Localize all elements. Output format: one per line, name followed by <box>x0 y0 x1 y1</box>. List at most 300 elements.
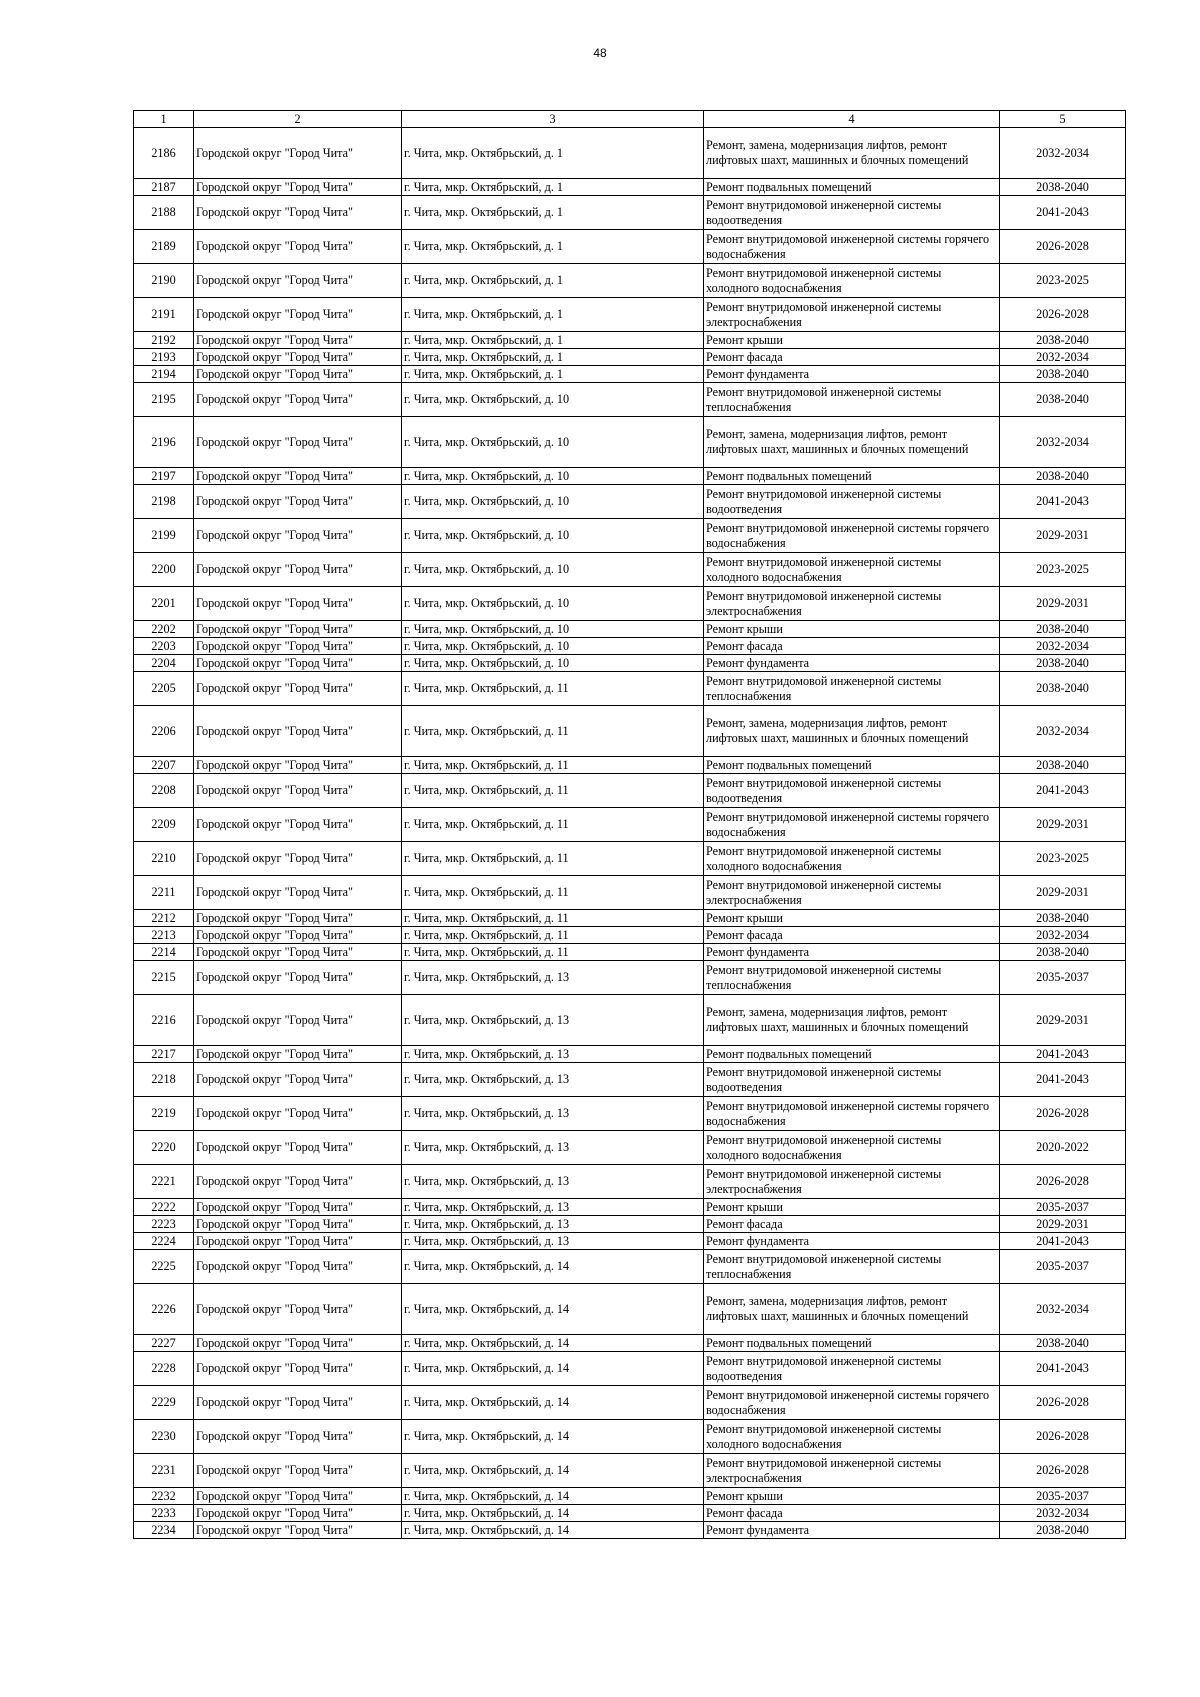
district-cell: Городской округ "Город Чита" <box>194 1097 402 1131</box>
district-cell: Городской округ "Город Чита" <box>194 1284 402 1335</box>
table-row <box>134 417 1126 468</box>
work-type-cell: Ремонт внутридомовой инженерной системы теплоснабжения <box>704 383 1000 417</box>
table-row <box>134 1046 1126 1063</box>
period-cell: 2038-2040 <box>1000 366 1126 383</box>
work-type-cell: Ремонт крыши <box>704 332 1000 349</box>
work-type-cell: Ремонт фасада <box>704 1216 1000 1233</box>
row-number-cell: 2233 <box>134 1505 194 1522</box>
table-body <box>134 128 1126 1539</box>
district-cell: Городской округ "Город Чита" <box>194 1335 402 1352</box>
address-cell: г. Чита, мкр. Октябрьский, д. 14 <box>402 1352 704 1386</box>
period-cell: 2038-2040 <box>1000 910 1126 927</box>
address-cell: г. Чита, мкр. Октябрьский, д. 1 <box>402 366 704 383</box>
address-cell: г. Чита, мкр. Октябрьский, д. 11 <box>402 672 704 706</box>
address-cell: г. Чита, мкр. Октябрьский, д. 14 <box>402 1522 704 1539</box>
district-cell: Городской округ "Город Чита" <box>194 808 402 842</box>
work-type-cell: Ремонт подвальных помещений <box>704 468 1000 485</box>
table-row <box>134 1063 1126 1097</box>
work-type-cell: Ремонт фундамента <box>704 944 1000 961</box>
table-row <box>134 179 1126 196</box>
table-row <box>134 706 1126 757</box>
row-number-cell: 2208 <box>134 774 194 808</box>
district-cell: Городской округ "Город Чита" <box>194 349 402 366</box>
district-cell: Городской округ "Город Чита" <box>194 1420 402 1454</box>
row-number-cell: 2227 <box>134 1335 194 1352</box>
table-row <box>134 944 1126 961</box>
row-number-cell: 2195 <box>134 383 194 417</box>
row-number-cell: 2206 <box>134 706 194 757</box>
work-type-cell: Ремонт подвальных помещений <box>704 1335 1000 1352</box>
address-cell: г. Чита, мкр. Октябрьский, д. 1 <box>402 298 704 332</box>
table-row <box>134 332 1126 349</box>
period-cell: 2029-2031 <box>1000 519 1126 553</box>
period-cell: 2029-2031 <box>1000 587 1126 621</box>
table-row <box>134 553 1126 587</box>
work-type-cell: Ремонт фасада <box>704 349 1000 366</box>
table-row <box>134 757 1126 774</box>
table-row <box>134 842 1126 876</box>
period-cell: 2041-2043 <box>1000 1233 1126 1250</box>
row-number-cell: 2221 <box>134 1165 194 1199</box>
address-cell: г. Чита, мкр. Октябрьский, д. 1 <box>402 349 704 366</box>
column-header: 3 <box>402 111 704 128</box>
district-cell: Городской округ "Город Чита" <box>194 332 402 349</box>
row-number-cell: 2189 <box>134 230 194 264</box>
row-number-cell: 2192 <box>134 332 194 349</box>
district-cell: Городской округ "Город Чита" <box>194 944 402 961</box>
address-cell: г. Чита, мкр. Октябрьский, д. 10 <box>402 553 704 587</box>
row-number-cell: 2190 <box>134 264 194 298</box>
column-header: 4 <box>704 111 1000 128</box>
row-number-cell: 2194 <box>134 366 194 383</box>
table-row <box>134 1250 1126 1284</box>
work-type-cell: Ремонт крыши <box>704 1488 1000 1505</box>
row-number-cell: 2191 <box>134 298 194 332</box>
period-cell: 2032-2034 <box>1000 927 1126 944</box>
row-number-cell: 2218 <box>134 1063 194 1097</box>
row-number-cell: 2196 <box>134 417 194 468</box>
address-cell: г. Чита, мкр. Октябрьский, д. 13 <box>402 1131 704 1165</box>
table-row <box>134 366 1126 383</box>
work-type-cell: Ремонт внутридомовой инженерной системы холодного водоснабжения <box>704 553 1000 587</box>
address-cell: г. Чита, мкр. Октябрьский, д. 11 <box>402 876 704 910</box>
district-cell: Городской округ "Город Чита" <box>194 1454 402 1488</box>
row-number-cell: 2232 <box>134 1488 194 1505</box>
period-cell: 2026-2028 <box>1000 230 1126 264</box>
table-row <box>134 774 1126 808</box>
address-cell: г. Чита, мкр. Октябрьский, д. 10 <box>402 655 704 672</box>
period-cell: 2038-2040 <box>1000 383 1126 417</box>
period-cell: 2041-2043 <box>1000 1063 1126 1097</box>
address-cell: г. Чита, мкр. Октябрьский, д. 11 <box>402 927 704 944</box>
work-type-cell: Ремонт внутридомовой инженерной системы горячего водоснабжения <box>704 1386 1000 1420</box>
work-type-cell: Ремонт внутридомовой инженерной системы электроснабжения <box>704 1454 1000 1488</box>
work-type-cell: Ремонт фасада <box>704 1505 1000 1522</box>
work-type-cell: Ремонт внутридомовой инженерной системы горячего водоснабжения <box>704 230 1000 264</box>
work-type-cell: Ремонт, замена, модернизация лифтов, ремонт лифтовых шахт, машинных и блочных помещений <box>704 706 1000 757</box>
address-cell: г. Чита, мкр. Октябрьский, д. 10 <box>402 417 704 468</box>
work-type-cell: Ремонт подвальных помещений <box>704 179 1000 196</box>
address-cell: г. Чита, мкр. Октябрьский, д. 10 <box>402 519 704 553</box>
row-number-cell: 2214 <box>134 944 194 961</box>
row-number-cell: 2211 <box>134 876 194 910</box>
table-row <box>134 1352 1126 1386</box>
period-cell: 2020-2022 <box>1000 1131 1126 1165</box>
table-row <box>134 383 1126 417</box>
district-cell: Городской округ "Город Чита" <box>194 196 402 230</box>
table-row <box>134 128 1126 179</box>
period-cell: 2023-2025 <box>1000 842 1126 876</box>
address-cell: г. Чита, мкр. Октябрьский, д. 14 <box>402 1488 704 1505</box>
period-cell: 2038-2040 <box>1000 1335 1126 1352</box>
work-type-cell: Ремонт внутридомовой инженерной системы электроснабжения <box>704 587 1000 621</box>
district-cell: Городской округ "Город Чита" <box>194 553 402 587</box>
table-row <box>134 264 1126 298</box>
period-cell: 2026-2028 <box>1000 1097 1126 1131</box>
district-cell: Городской округ "Город Чита" <box>194 298 402 332</box>
table-row <box>134 519 1126 553</box>
work-type-cell: Ремонт фундамента <box>704 1233 1000 1250</box>
row-number-cell: 2220 <box>134 1131 194 1165</box>
period-cell: 2023-2025 <box>1000 264 1126 298</box>
row-number-cell: 2187 <box>134 179 194 196</box>
district-cell: Городской округ "Город Чита" <box>194 1522 402 1539</box>
row-number-cell: 2222 <box>134 1199 194 1216</box>
table-row <box>134 1233 1126 1250</box>
table-row <box>134 961 1126 995</box>
address-cell: г. Чита, мкр. Октябрьский, д. 14 <box>402 1250 704 1284</box>
address-cell: г. Чита, мкр. Октябрьский, д. 13 <box>402 1233 704 1250</box>
table-row <box>134 1505 1126 1522</box>
period-cell: 2041-2043 <box>1000 196 1126 230</box>
row-number-cell: 2203 <box>134 638 194 655</box>
address-cell: г. Чита, мкр. Октябрьский, д. 13 <box>402 1063 704 1097</box>
table-row <box>134 349 1126 366</box>
row-number-cell: 2224 <box>134 1233 194 1250</box>
district-cell: Городской округ "Город Чита" <box>194 383 402 417</box>
row-number-cell: 2229 <box>134 1386 194 1420</box>
table-row <box>134 468 1126 485</box>
period-cell: 2038-2040 <box>1000 468 1126 485</box>
address-cell: г. Чита, мкр. Октябрьский, д. 10 <box>402 638 704 655</box>
work-type-cell: Ремонт крыши <box>704 910 1000 927</box>
period-cell: 2029-2031 <box>1000 876 1126 910</box>
table-row <box>134 1335 1126 1352</box>
address-cell: г. Чита, мкр. Октябрьский, д. 11 <box>402 808 704 842</box>
work-type-cell: Ремонт крыши <box>704 621 1000 638</box>
period-cell: 2029-2031 <box>1000 1216 1126 1233</box>
row-number-cell: 2205 <box>134 672 194 706</box>
period-cell: 2038-2040 <box>1000 757 1126 774</box>
work-type-cell: Ремонт внутридомовой инженерной системы горячего водоснабжения <box>704 1097 1000 1131</box>
row-number-cell: 2197 <box>134 468 194 485</box>
column-header: 2 <box>194 111 402 128</box>
row-number-cell: 2188 <box>134 196 194 230</box>
work-type-cell: Ремонт фасада <box>704 927 1000 944</box>
district-cell: Городской округ "Город Чита" <box>194 1046 402 1063</box>
page-number: 48 <box>593 46 607 60</box>
district-cell: Городской округ "Город Чита" <box>194 1063 402 1097</box>
district-cell: Городской округ "Город Чита" <box>194 638 402 655</box>
district-cell: Городской округ "Город Чита" <box>194 621 402 638</box>
work-type-cell: Ремонт внутридомовой инженерной системы водоотведения <box>704 196 1000 230</box>
row-number-cell: 2231 <box>134 1454 194 1488</box>
period-cell: 2032-2034 <box>1000 1505 1126 1522</box>
period-cell: 2038-2040 <box>1000 672 1126 706</box>
district-cell: Городской округ "Город Чита" <box>194 366 402 383</box>
district-cell: Городской округ "Город Чита" <box>194 876 402 910</box>
period-cell: 2038-2040 <box>1000 332 1126 349</box>
district-cell: Городской округ "Город Чита" <box>194 468 402 485</box>
district-cell: Городской округ "Город Чита" <box>194 1131 402 1165</box>
district-cell: Городской округ "Город Чита" <box>194 706 402 757</box>
district-cell: Городской округ "Город Чита" <box>194 1233 402 1250</box>
work-type-cell: Ремонт подвальных помещений <box>704 1046 1000 1063</box>
district-cell: Городской округ "Город Чита" <box>194 264 402 298</box>
row-number-cell: 2215 <box>134 961 194 995</box>
work-type-cell: Ремонт внутридомовой инженерной системы холодного водоснабжения <box>704 264 1000 298</box>
work-type-cell: Ремонт фундамента <box>704 655 1000 672</box>
table-row <box>134 1522 1126 1539</box>
district-cell: Городской округ "Город Чита" <box>194 417 402 468</box>
period-cell: 2041-2043 <box>1000 485 1126 519</box>
table-row <box>134 1216 1126 1233</box>
work-type-cell: Ремонт внутридомовой инженерной системы теплоснабжения <box>704 961 1000 995</box>
address-cell: г. Чита, мкр. Октябрьский, д. 11 <box>402 910 704 927</box>
address-cell: г. Чита, мкр. Октябрьский, д. 10 <box>402 468 704 485</box>
table-row <box>134 587 1126 621</box>
address-cell: г. Чита, мкр. Октябрьский, д. 13 <box>402 961 704 995</box>
district-cell: Городской округ "Город Чита" <box>194 587 402 621</box>
work-type-cell: Ремонт внутридомовой инженерной системы горячего водоснабжения <box>704 519 1000 553</box>
repair-schedule-table <box>133 110 1126 1539</box>
address-cell: г. Чита, мкр. Октябрьский, д. 14 <box>402 1420 704 1454</box>
table-row <box>134 876 1126 910</box>
district-cell: Городской округ "Город Чита" <box>194 1250 402 1284</box>
address-cell: г. Чита, мкр. Октябрьский, д. 10 <box>402 383 704 417</box>
work-type-cell: Ремонт, замена, модернизация лифтов, ремонт лифтовых шахт, машинных и блочных помещений <box>704 1284 1000 1335</box>
table-row <box>134 995 1126 1046</box>
work-type-cell: Ремонт крыши <box>704 1199 1000 1216</box>
row-number-cell: 2198 <box>134 485 194 519</box>
row-number-cell: 2225 <box>134 1250 194 1284</box>
work-type-cell: Ремонт, замена, модернизация лифтов, ремонт лифтовых шахт, машинных и блочных помещений <box>704 417 1000 468</box>
table-row <box>134 1097 1126 1131</box>
work-type-cell: Ремонт внутридомовой инженерной системы холодного водоснабжения <box>704 1131 1000 1165</box>
period-cell: 2038-2040 <box>1000 621 1126 638</box>
period-cell: 2032-2034 <box>1000 638 1126 655</box>
district-cell: Городской округ "Город Чита" <box>194 1386 402 1420</box>
period-cell: 2026-2028 <box>1000 1420 1126 1454</box>
district-cell: Городской округ "Город Чита" <box>194 961 402 995</box>
district-cell: Городской округ "Город Чита" <box>194 230 402 264</box>
period-cell: 2035-2037 <box>1000 1250 1126 1284</box>
address-cell: г. Чита, мкр. Октябрьский, д. 11 <box>402 842 704 876</box>
district-cell: Городской округ "Город Чита" <box>194 655 402 672</box>
period-cell: 2029-2031 <box>1000 995 1126 1046</box>
row-number-cell: 2201 <box>134 587 194 621</box>
address-cell: г. Чита, мкр. Октябрьский, д. 13 <box>402 1165 704 1199</box>
address-cell: г. Чита, мкр. Октябрьский, д. 13 <box>402 1046 704 1063</box>
period-cell: 2041-2043 <box>1000 1352 1126 1386</box>
address-cell: г. Чита, мкр. Октябрьский, д. 1 <box>402 332 704 349</box>
row-number-cell: 2204 <box>134 655 194 672</box>
address-cell: г. Чита, мкр. Октябрьский, д. 14 <box>402 1284 704 1335</box>
period-cell: 2038-2040 <box>1000 1522 1126 1539</box>
row-number-cell: 2200 <box>134 553 194 587</box>
period-cell: 2026-2028 <box>1000 1165 1126 1199</box>
district-cell: Городской округ "Город Чита" <box>194 842 402 876</box>
work-type-cell: Ремонт, замена, модернизация лифтов, ремонт лифтовых шахт, машинных и блочных помещений <box>704 995 1000 1046</box>
period-cell: 2038-2040 <box>1000 655 1126 672</box>
row-number-cell: 2212 <box>134 910 194 927</box>
period-cell: 2026-2028 <box>1000 1454 1126 1488</box>
address-cell: г. Чита, мкр. Октябрьский, д. 13 <box>402 995 704 1046</box>
work-type-cell: Ремонт внутридомовой инженерной системы горячего водоснабжения <box>704 808 1000 842</box>
work-type-cell: Ремонт внутридомовой инженерной системы электроснабжения <box>704 1165 1000 1199</box>
column-header: 5 <box>1000 111 1126 128</box>
work-type-cell: Ремонт фасада <box>704 638 1000 655</box>
table-row <box>134 1131 1126 1165</box>
period-cell: 2032-2034 <box>1000 349 1126 366</box>
district-cell: Городской округ "Город Чита" <box>194 128 402 179</box>
table-row <box>134 1454 1126 1488</box>
work-type-cell: Ремонт внутридомовой инженерной системы холодного водоснабжения <box>704 1420 1000 1454</box>
address-cell: г. Чита, мкр. Октябрьский, д. 11 <box>402 706 704 757</box>
period-cell: 2041-2043 <box>1000 774 1126 808</box>
work-type-cell: Ремонт внутридомовой инженерной системы водоотведения <box>704 1352 1000 1386</box>
district-cell: Городской округ "Город Чита" <box>194 927 402 944</box>
work-type-cell: Ремонт внутридомовой инженерной системы водоотведения <box>704 774 1000 808</box>
table-row <box>134 1488 1126 1505</box>
table-row <box>134 655 1126 672</box>
district-cell: Городской округ "Город Чита" <box>194 1216 402 1233</box>
work-type-cell: Ремонт внутридомовой инженерной системы водоотведения <box>704 485 1000 519</box>
row-number-cell: 2202 <box>134 621 194 638</box>
work-type-cell: Ремонт внутридомовой инженерной системы теплоснабжения <box>704 1250 1000 1284</box>
address-cell: г. Чита, мкр. Октябрьский, д. 11 <box>402 774 704 808</box>
work-type-cell: Ремонт фундамента <box>704 366 1000 383</box>
table-row <box>134 1420 1126 1454</box>
work-type-cell: Ремонт внутридомовой инженерной системы водоотведения <box>704 1063 1000 1097</box>
table-row <box>134 196 1126 230</box>
address-cell: г. Чита, мкр. Октябрьский, д. 14 <box>402 1386 704 1420</box>
work-type-cell: Ремонт внутридомовой инженерной системы теплоснабжения <box>704 672 1000 706</box>
period-cell: 2038-2040 <box>1000 944 1126 961</box>
address-cell: г. Чита, мкр. Октябрьский, д. 13 <box>402 1199 704 1216</box>
period-cell: 2023-2025 <box>1000 553 1126 587</box>
work-type-cell: Ремонт подвальных помещений <box>704 757 1000 774</box>
address-cell: г. Чита, мкр. Октябрьский, д. 13 <box>402 1216 704 1233</box>
table-row <box>134 1284 1126 1335</box>
district-cell: Городской округ "Город Чита" <box>194 757 402 774</box>
period-cell: 2032-2034 <box>1000 706 1126 757</box>
period-cell: 2026-2028 <box>1000 298 1126 332</box>
period-cell: 2026-2028 <box>1000 1386 1126 1420</box>
table-row <box>134 672 1126 706</box>
table-row <box>134 230 1126 264</box>
row-number-cell: 2230 <box>134 1420 194 1454</box>
district-cell: Городской округ "Город Чита" <box>194 179 402 196</box>
work-type-cell: Ремонт внутридомовой инженерной системы холодного водоснабжения <box>704 842 1000 876</box>
row-number-cell: 2219 <box>134 1097 194 1131</box>
row-number-cell: 2207 <box>134 757 194 774</box>
address-cell: г. Чита, мкр. Октябрьский, д. 14 <box>402 1335 704 1352</box>
address-cell: г. Чита, мкр. Октябрьский, д. 1 <box>402 196 704 230</box>
district-cell: Городской округ "Город Чита" <box>194 1199 402 1216</box>
district-cell: Городской округ "Город Чита" <box>194 1488 402 1505</box>
district-cell: Городской округ "Город Чита" <box>194 519 402 553</box>
period-cell: 2032-2034 <box>1000 417 1126 468</box>
address-cell: г. Чита, мкр. Октябрьский, д. 10 <box>402 621 704 638</box>
table-row <box>134 910 1126 927</box>
row-number-cell: 2193 <box>134 349 194 366</box>
table-row <box>134 298 1126 332</box>
address-cell: г. Чита, мкр. Октябрьский, д. 13 <box>402 1097 704 1131</box>
district-cell: Городской округ "Город Чита" <box>194 1165 402 1199</box>
address-cell: г. Чита, мкр. Октябрьский, д. 11 <box>402 757 704 774</box>
row-number-cell: 2228 <box>134 1352 194 1386</box>
period-cell: 2038-2040 <box>1000 179 1126 196</box>
work-type-cell: Ремонт, замена, модернизация лифтов, ремонт лифтовых шахт, машинных и блочных помещений <box>704 128 1000 179</box>
district-cell: Городской округ "Город Чита" <box>194 995 402 1046</box>
work-type-cell: Ремонт фундамента <box>704 1522 1000 1539</box>
table-row <box>134 808 1126 842</box>
table-row <box>134 1199 1126 1216</box>
row-number-cell: 2226 <box>134 1284 194 1335</box>
address-cell: г. Чита, мкр. Октябрьский, д. 14 <box>402 1454 704 1488</box>
table-row <box>134 638 1126 655</box>
period-cell: 2032-2034 <box>1000 128 1126 179</box>
period-cell: 2032-2034 <box>1000 1284 1126 1335</box>
period-cell: 2035-2037 <box>1000 1199 1126 1216</box>
address-cell: г. Чита, мкр. Октябрьский, д. 10 <box>402 587 704 621</box>
row-number-cell: 2223 <box>134 1216 194 1233</box>
table-row <box>134 485 1126 519</box>
table-row <box>134 1386 1126 1420</box>
period-cell: 2041-2043 <box>1000 1046 1126 1063</box>
district-cell: Городской округ "Город Чита" <box>194 774 402 808</box>
row-number-cell: 2234 <box>134 1522 194 1539</box>
district-cell: Городской округ "Город Чита" <box>194 485 402 519</box>
row-number-cell: 2209 <box>134 808 194 842</box>
address-cell: г. Чита, мкр. Октябрьский, д. 1 <box>402 179 704 196</box>
column-number-row <box>134 111 1126 128</box>
row-number-cell: 2210 <box>134 842 194 876</box>
district-cell: Городской округ "Город Чита" <box>194 910 402 927</box>
period-cell: 2029-2031 <box>1000 808 1126 842</box>
period-cell: 2035-2037 <box>1000 961 1126 995</box>
column-header: 1 <box>134 111 194 128</box>
district-cell: Городской округ "Город Чита" <box>194 672 402 706</box>
table-row <box>134 927 1126 944</box>
address-cell: г. Чита, мкр. Октябрьский, д. 11 <box>402 944 704 961</box>
period-cell: 2035-2037 <box>1000 1488 1126 1505</box>
table-row <box>134 1165 1126 1199</box>
table-row <box>134 621 1126 638</box>
row-number-cell: 2199 <box>134 519 194 553</box>
work-type-cell: Ремонт внутридомовой инженерной системы электроснабжения <box>704 876 1000 910</box>
row-number-cell: 2216 <box>134 995 194 1046</box>
address-cell: г. Чита, мкр. Октябрьский, д. 10 <box>402 485 704 519</box>
district-cell: Городской округ "Город Чита" <box>194 1505 402 1522</box>
address-cell: г. Чита, мкр. Октябрьский, д. 1 <box>402 230 704 264</box>
row-number-cell: 2213 <box>134 927 194 944</box>
work-type-cell: Ремонт внутридомовой инженерной системы электроснабжения <box>704 298 1000 332</box>
district-cell: Городской округ "Город Чита" <box>194 1352 402 1386</box>
address-cell: г. Чита, мкр. Октябрьский, д. 1 <box>402 264 704 298</box>
address-cell: г. Чита, мкр. Октябрьский, д. 1 <box>402 128 704 179</box>
